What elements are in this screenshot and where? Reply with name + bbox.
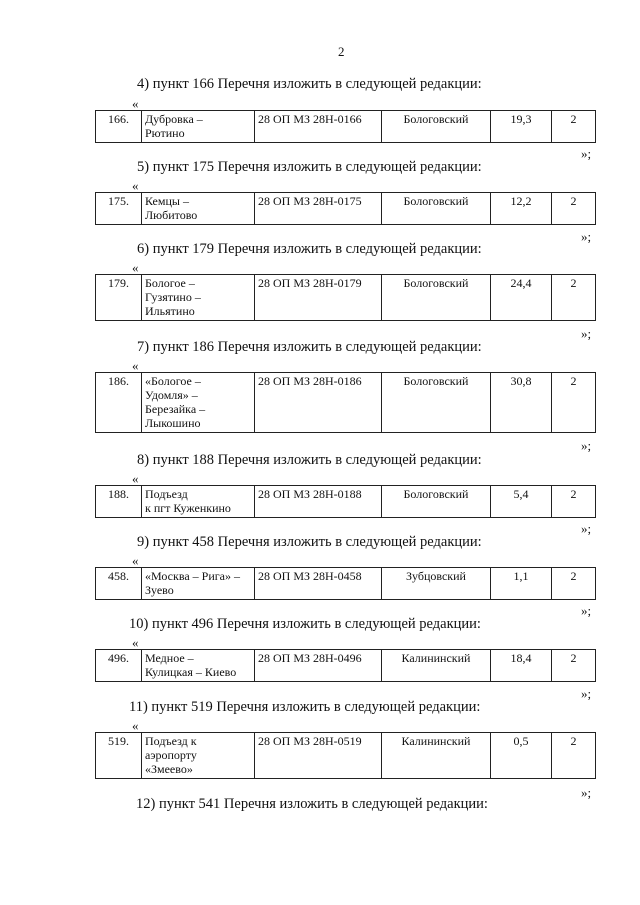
road-table — [95, 192, 596, 225]
quote-close: »; — [581, 686, 592, 701]
table-row — [96, 193, 596, 225]
item-number: 166. — [96, 111, 142, 143]
quote-open: « — [132, 178, 139, 193]
quote-open: « — [132, 718, 139, 733]
item-heading: 8) пункт 188 Перечня изложить в следующей редакции: — [137, 452, 482, 468]
road-name-line: «Змеево» — [145, 762, 193, 776]
road-length: 30,8 — [491, 373, 552, 433]
item-number: 186. — [96, 373, 142, 433]
final-heading: 12) пункт 541 Перечня изложить в следующей редакции: — [136, 796, 488, 812]
quote-close: »; — [581, 146, 592, 161]
item-heading: 7) пункт 186 Перечня изложить в следующей редакции: — [137, 339, 482, 355]
quote-open: « — [132, 358, 139, 373]
road-code: 28 ОП МЗ 28Н-0188 — [255, 486, 382, 518]
road-category: 2 — [552, 111, 596, 143]
road-name-line: Медное – — [145, 651, 194, 665]
table-row — [96, 111, 596, 143]
district-name: Бологовский — [382, 275, 491, 321]
district-name: Бологовский — [382, 486, 491, 518]
quote-close: »; — [581, 603, 592, 618]
road-table — [95, 274, 596, 321]
quote-close: »; — [581, 438, 592, 453]
road-code: 28 ОП МЗ 28Н-0186 — [255, 373, 382, 433]
page-number: 2 — [338, 44, 345, 59]
road-name-line: Ильятино — [145, 304, 195, 318]
quote-close: »; — [581, 229, 592, 244]
road-category: 2 — [552, 568, 596, 600]
road-name — [142, 111, 255, 143]
item-heading: 10) пункт 496 Перечня изложить в следующей редакции: — [129, 616, 481, 632]
road-name-line: Бологое – — [145, 276, 195, 290]
road-name — [142, 373, 255, 433]
road-table — [95, 110, 596, 143]
quote-close: »; — [581, 326, 592, 341]
road-table — [95, 732, 596, 779]
table-row — [96, 373, 596, 433]
quote-open: « — [132, 471, 139, 486]
district-name: Бологовский — [382, 111, 491, 143]
table-row — [96, 650, 596, 682]
table-row — [96, 733, 596, 779]
district-name: Бологовский — [382, 193, 491, 225]
road-name-line: Березайка – — [145, 402, 206, 416]
road-name-line: Рютино — [145, 126, 185, 140]
district-name: Калининский — [382, 650, 491, 682]
quote-close: »; — [581, 521, 592, 536]
road-name-line: аэропорту — [145, 748, 197, 762]
quote-open: « — [132, 553, 139, 568]
road-length: 1,1 — [491, 568, 552, 600]
road-code: 28 ОП МЗ 28Н-0166 — [255, 111, 382, 143]
road-length: 18,4 — [491, 650, 552, 682]
quote-open: « — [132, 96, 139, 111]
road-length: 24,4 — [491, 275, 552, 321]
road-code: 28 ОП МЗ 28Н-0519 — [255, 733, 382, 779]
road-category: 2 — [552, 486, 596, 518]
road-length: 0,5 — [491, 733, 552, 779]
road-code: 28 ОП МЗ 28Н-0175 — [255, 193, 382, 225]
item-number: 519. — [96, 733, 142, 779]
item-heading: 6) пункт 179 Перечня изложить в следующей редакции: — [137, 241, 482, 257]
road-name — [142, 486, 255, 518]
road-table — [95, 485, 596, 518]
road-code: 28 ОП МЗ 28Н-0179 — [255, 275, 382, 321]
road-name — [142, 193, 255, 225]
road-name-line: Дубровка – — [145, 112, 203, 126]
quote-open: « — [132, 635, 139, 650]
road-table — [95, 567, 596, 600]
road-name-line: Подъезд — [145, 487, 188, 501]
road-name — [142, 275, 255, 321]
road-category: 2 — [552, 650, 596, 682]
road-name — [142, 733, 255, 779]
table-row — [96, 275, 596, 321]
table-row — [96, 486, 596, 518]
item-heading: 5) пункт 175 Перечня изложить в следующей редакции: — [137, 159, 482, 175]
road-name-line: Кемцы – — [145, 194, 189, 208]
road-table — [95, 649, 596, 682]
district-name: Калининский — [382, 733, 491, 779]
item-number: 175. — [96, 193, 142, 225]
road-name-line: «Бологое – — [145, 374, 201, 388]
road-name-line: Удомля» – — [145, 388, 198, 402]
road-name-line: «Москва – Рига» – — [145, 569, 241, 583]
quote-open: « — [132, 260, 139, 275]
item-number: 458. — [96, 568, 142, 600]
item-number: 179. — [96, 275, 142, 321]
road-name-line: Гузятино – — [145, 290, 201, 304]
district-name: Бологовский — [382, 373, 491, 433]
road-code: 28 ОП МЗ 28Н-0458 — [255, 568, 382, 600]
road-length: 5,4 — [491, 486, 552, 518]
road-name — [142, 568, 255, 600]
table-row — [96, 568, 596, 600]
road-category: 2 — [552, 733, 596, 779]
road-code: 28 ОП МЗ 28Н-0496 — [255, 650, 382, 682]
quote-close: »; — [581, 785, 592, 800]
road-name — [142, 650, 255, 682]
road-name-line: к пгт Куженкино — [145, 501, 231, 515]
road-name-line: Зуево — [145, 583, 174, 597]
road-category: 2 — [552, 275, 596, 321]
road-length: 12,2 — [491, 193, 552, 225]
item-number: 496. — [96, 650, 142, 682]
road-table — [95, 372, 596, 433]
road-category: 2 — [552, 193, 596, 225]
road-name-line: Лыкошино — [145, 416, 201, 430]
road-length: 19,3 — [491, 111, 552, 143]
district-name: Зубцовский — [382, 568, 491, 600]
item-heading: 4) пункт 166 Перечня изложить в следующей редакции: — [137, 76, 482, 92]
road-category: 2 — [552, 373, 596, 433]
road-name-line: Подъезд к — [145, 734, 197, 748]
item-heading: 9) пункт 458 Перечня изложить в следующей редакции: — [137, 534, 482, 550]
item-number: 188. — [96, 486, 142, 518]
road-name-line: Любитово — [145, 208, 198, 222]
road-name-line: Кулицкая – Киево — [145, 665, 237, 679]
item-heading: 11) пункт 519 Перечня изложить в следующей редакции: — [129, 699, 481, 715]
